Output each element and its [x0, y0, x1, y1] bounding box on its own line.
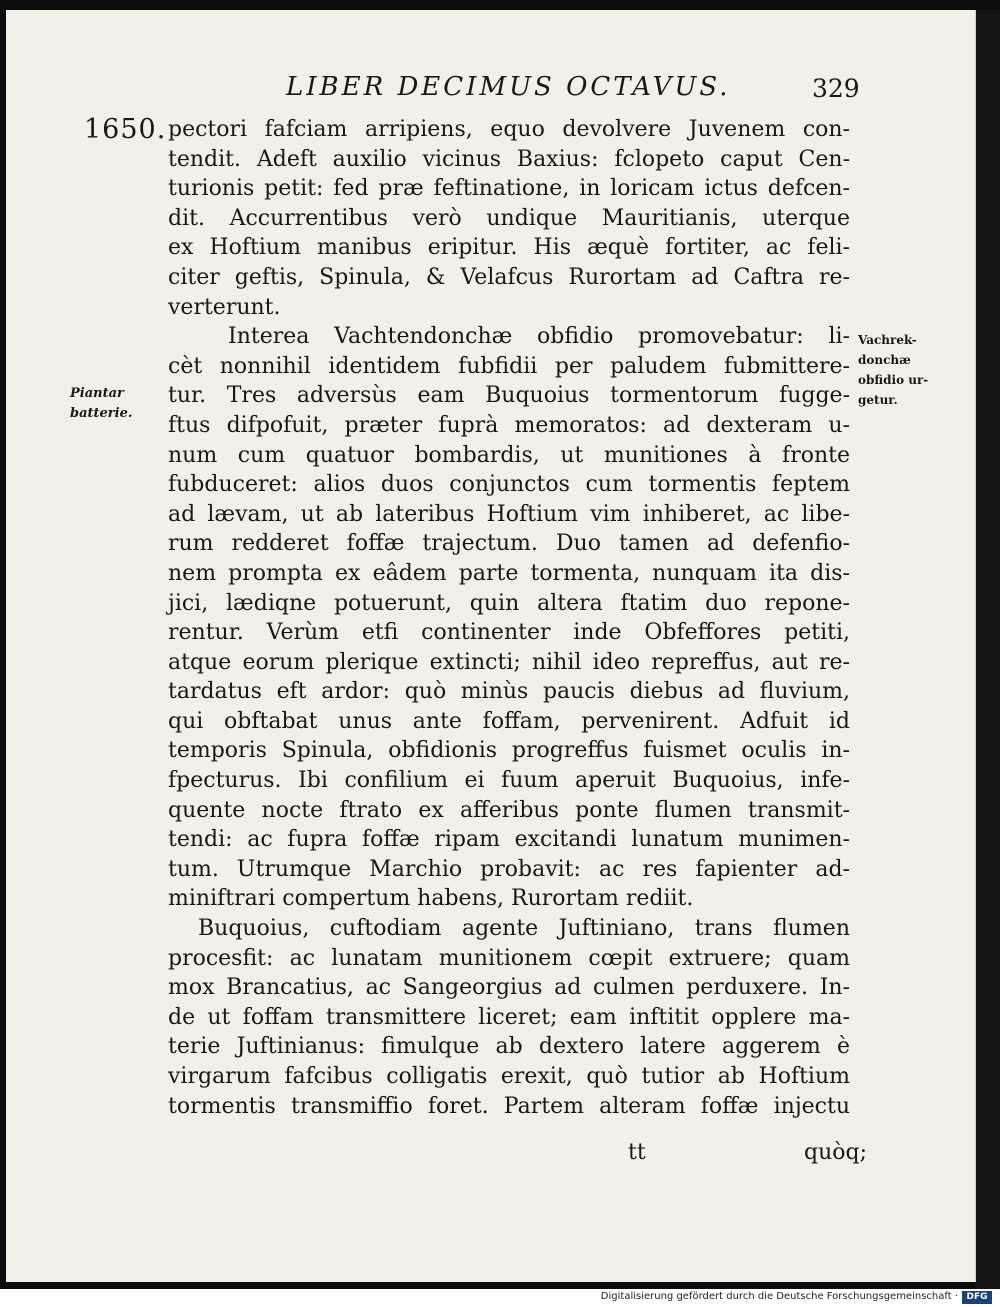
text-line: pectori fafciam arripiens, equo devolvere Juvenem con-: [168, 117, 850, 142]
text-line: procesfit: ac lunatam munitionem cœpit extruere; quam: [168, 945, 850, 971]
text-line: qui obftabat unus ante foffam, pervenirent. Adfuit id: [168, 708, 850, 734]
page-edge-shadow: [975, 10, 1000, 1289]
text-line: atque eorum plerique extincti; nihil ideo repreffus, aut re-: [168, 649, 850, 675]
margin-note-right: [858, 330, 928, 410]
text-line: Interea Vachtendonchæ obfidio promovebatur: li-: [228, 324, 850, 350]
margin-note-right-line: donchæ: [858, 353, 911, 367]
text-line: turionis petit: fed præ feftinatione, in loricam ictus defcen-: [168, 176, 850, 202]
text-line: fubduceret: alios duos conjunctos cum tormentis feptem: [168, 472, 850, 498]
dfg-logo: DFG: [962, 1291, 992, 1304]
text-line: de ut foffam transmittere liceret; eam inftitit opplere ma-: [168, 1004, 850, 1030]
text-line: quente nocte ftrato ex afferibus ponte flumen transmit-: [168, 797, 850, 823]
text-line: tur. Tres adversùs eam Buquoius tormentorum fugge-: [168, 383, 850, 409]
text-line: tum. Utrumque Marchio probavit: ac res fapienter ad-: [168, 856, 850, 882]
text-line: terie Juftinianus: fimulque ab dextero latere aggerem è: [168, 1034, 850, 1060]
text-line: tendit. Adeft auxilio vicinus Baxius: fclopeto caput Cen-: [168, 146, 850, 172]
page-number: 329: [812, 74, 860, 103]
text-line: ad lævam, ut ab lateribus Hoftium vim inhiberet, ac libe-: [168, 501, 850, 527]
footer-credit: Digitalisierung gefördert durch die Deutsche Forschungsgemeinschaft ·: [600, 1291, 958, 1302]
text-line: ex Hoftium manibus eripitur. His æquè fortiter, ac feli-: [168, 235, 850, 261]
text-line: miniftrari compertum habens, Rurortam rediit.: [168, 886, 694, 912]
margin-note-left-line: batterie.: [70, 406, 133, 421]
text-line: fpecturus. Ibi confilium ei fuum aperuit Buquoius, infe-: [168, 768, 850, 794]
text-line: jici, lædiqne potuerunt, quin altera ftatim duo repone-: [168, 590, 850, 616]
text-line: num cum quatuor bombardis, ut munitiones à fronte: [168, 442, 850, 468]
text-line: tardatus eft ardor: quò minùs paucis diebus ad fluvium,: [168, 679, 850, 705]
catchword: quòq;: [804, 1140, 867, 1165]
margin-note-right-line: Vachrek-: [858, 333, 917, 347]
text-line: verterunt.: [168, 294, 281, 320]
margin-year: 1650.: [84, 114, 167, 145]
text-line: dit. Accurrentibus verò undique Mauritianis, uterque: [168, 205, 850, 231]
text-line: rum redderet foffæ trajectum. Duo tamen ad defenfio-: [168, 531, 850, 557]
text-line: temporis Spinula, obfidionis progreffus fuismet oculis in-: [168, 738, 850, 764]
text-line: tendi: ac fupra foffæ ripam excitandi lunatum munimen-: [168, 827, 850, 853]
body-text: [168, 115, 850, 1121]
text-line: tormentis transmiffio foret. Partem alteram foffæ injectu: [168, 1093, 850, 1119]
margin-note-right-line: getur.: [858, 393, 898, 407]
text-line: citer geftis, Spinula, & Velafcus Rurortam ad Caftra re-: [168, 264, 850, 290]
margin-note-right-line: obfidio ur-: [858, 373, 929, 387]
text-line: rentur. Verùm etfi continenter inde Obfeffores petiti,: [168, 620, 850, 646]
running-head: LIBER DECIMUS OCTAVUS.: [286, 72, 731, 102]
text-line: ftus difpofuit, præter fuprà memoratos: ad dexteram u-: [168, 412, 850, 438]
signature-mark: tt: [628, 1140, 646, 1165]
margin-note-left: [70, 384, 132, 424]
text-line: virgarum fafcibus colligatis erexit, quò tutior ab Hoftium: [168, 1064, 850, 1089]
text-line: nem prompta ex eâdem parte tormenta, nunquam ita dis-: [168, 560, 850, 586]
text-line: cèt nonnihil identidem fubfidii per paludem fubmittere-: [168, 353, 850, 379]
margin-note-left-line: Piantar: [70, 386, 124, 401]
text-line: mox Brancatius, ac Sangeorgius ad culmen perduxere. In-: [168, 975, 850, 1001]
text-line: Buquoius, cuftodiam agente Juftiniano, trans flumen: [198, 916, 850, 942]
